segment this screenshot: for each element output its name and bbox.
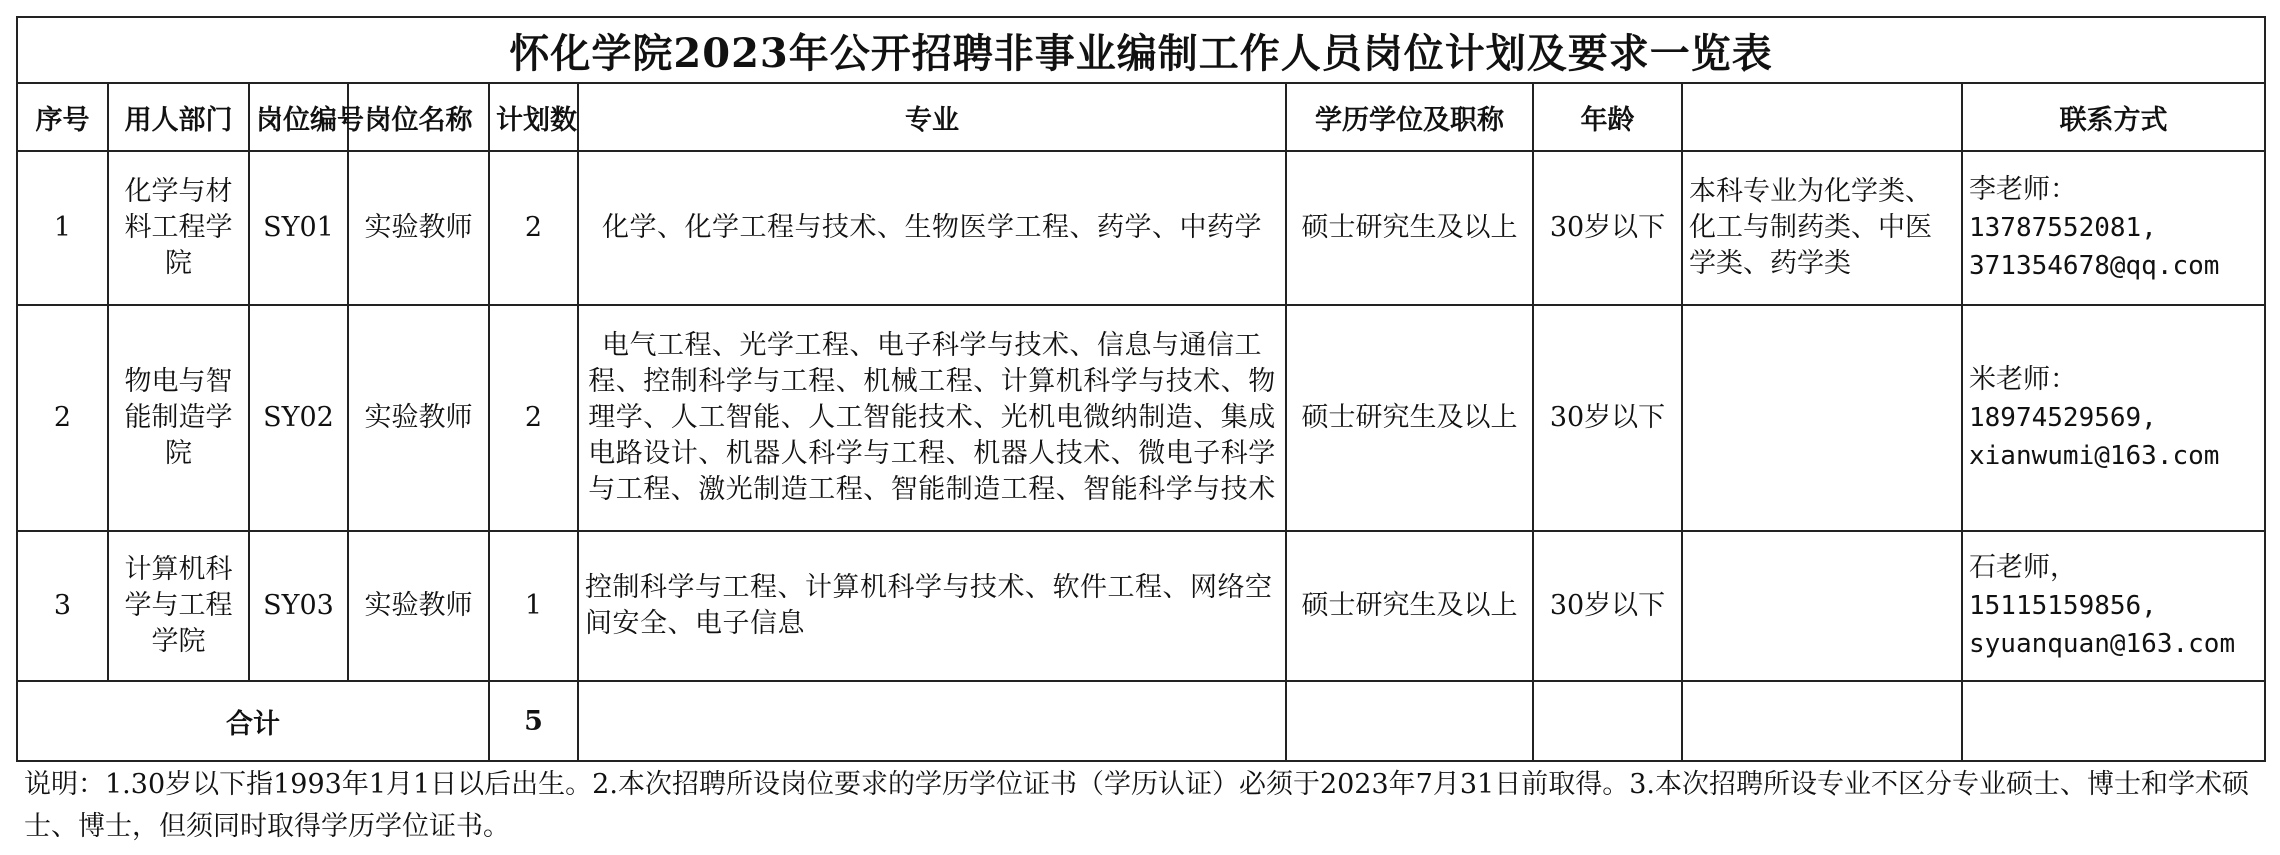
row-code: SY02 — [249, 305, 348, 531]
total-empty-cell — [1533, 681, 1682, 761]
table-row — [17, 151, 2265, 305]
contact-name: 石老师， — [1969, 552, 2077, 583]
total-empty-cell — [1286, 681, 1533, 761]
row-contact — [1962, 151, 2265, 305]
contact-name: 米老师： — [1969, 364, 2077, 395]
header-no: 序号 — [17, 83, 108, 151]
contact-email: 371354678@qq.com — [1969, 251, 2220, 281]
table-title: 怀化学院2023年公开招聘非事业编制工作人员岗位计划及要求一览表 — [17, 17, 2265, 83]
header-degree: 学历学位及职称 — [1286, 83, 1533, 151]
footnote: 说明：1.30岁以下指1993年1月1日以后出生。2.本次招聘所设岗位要求的学历学位证书（学历认证）必须于2023年7月31日前取得。3.本次招聘所设专业不区分专业硕士、博士和学术硕士、博士，但须同时取得学历学位证书。 — [24, 769, 2249, 842]
row-dept: 物电与智能制造学院 — [108, 305, 249, 531]
contact-phone: 13787552081, — [1969, 213, 2157, 243]
header-position: 岗位名称 — [348, 83, 489, 151]
row-position: 实验教师 — [348, 305, 489, 531]
row-degree: 硕士研究生及以上 — [1286, 305, 1533, 531]
row-remark — [1682, 305, 1962, 531]
header-dept: 用人部门 — [108, 83, 249, 151]
row-age: 30岁以下 — [1533, 305, 1682, 531]
recruitment-sheet — [16, 16, 2264, 762]
contact-email: syuanquan@163.com — [1969, 629, 2236, 659]
row-age: 30岁以下 — [1533, 151, 1682, 305]
row-count: 2 — [489, 151, 578, 305]
row-dept: 化学与材料工程学院 — [108, 151, 249, 305]
header-contact: 联系方式 — [1962, 83, 2265, 151]
row-no: 3 — [17, 531, 108, 681]
contact-phone: 15115159856, — [1969, 591, 2157, 621]
row-major: 电气工程、光学工程、电子科学与技术、信息与通信工程、控制科学与工程、机械工程、计算机科学与技术、物理学、人工智能、人工智能技术、光机电微纳制造、集成电路设计、机器人科学与工程、机器人技术、微电子科学与工程、激光制造工程、智能制造工程、智能科学与技术 — [578, 305, 1286, 531]
header-count: 计划数 — [489, 83, 578, 151]
contact-phone: 18974529569, — [1969, 403, 2157, 433]
total-empty-cell — [1682, 681, 1962, 761]
row-contact — [1962, 531, 2265, 681]
total-empty-cell — [578, 681, 1286, 761]
table-row — [17, 305, 2265, 531]
row-no: 2 — [17, 305, 108, 531]
recruitment-table — [16, 16, 2266, 762]
total-value: 5 — [489, 681, 578, 761]
row-remark — [1682, 531, 1962, 681]
row-contact — [1962, 305, 2265, 531]
contact-email: xianwumi@163.com — [1969, 441, 2220, 471]
row-position: 实验教师 — [348, 531, 489, 681]
row-remark: 本科专业为化学类、化工与制药类、中医学类、药学类 — [1682, 151, 1962, 305]
row-major: 控制科学与工程、计算机科学与技术、软件工程、网络空间安全、电子信息 — [578, 531, 1286, 681]
row-position: 实验教师 — [348, 151, 489, 305]
row-age: 30岁以下 — [1533, 531, 1682, 681]
total-empty-cell — [1962, 681, 2265, 761]
row-count: 2 — [489, 305, 578, 531]
row-major: 化学、化学工程与技术、生物医学工程、药学、中药学 — [578, 151, 1286, 305]
header-other — [1682, 83, 1962, 151]
row-degree: 硕士研究生及以上 — [1286, 531, 1533, 681]
table-row — [17, 531, 2265, 681]
row-dept: 计算机科学与工程学院 — [108, 531, 249, 681]
row-degree: 硕士研究生及以上 — [1286, 151, 1533, 305]
row-code: SY03 — [249, 531, 348, 681]
row-code: SY01 — [249, 151, 348, 305]
header-age: 年龄 — [1533, 83, 1682, 151]
row-count: 1 — [489, 531, 578, 681]
header-code: 岗位编号 — [249, 83, 348, 151]
row-no: 1 — [17, 151, 108, 305]
total-row — [17, 681, 2265, 761]
total-label: 合计 — [17, 681, 489, 761]
contact-name: 李老师： — [1969, 174, 2077, 205]
header-major: 专业 — [578, 83, 1286, 151]
